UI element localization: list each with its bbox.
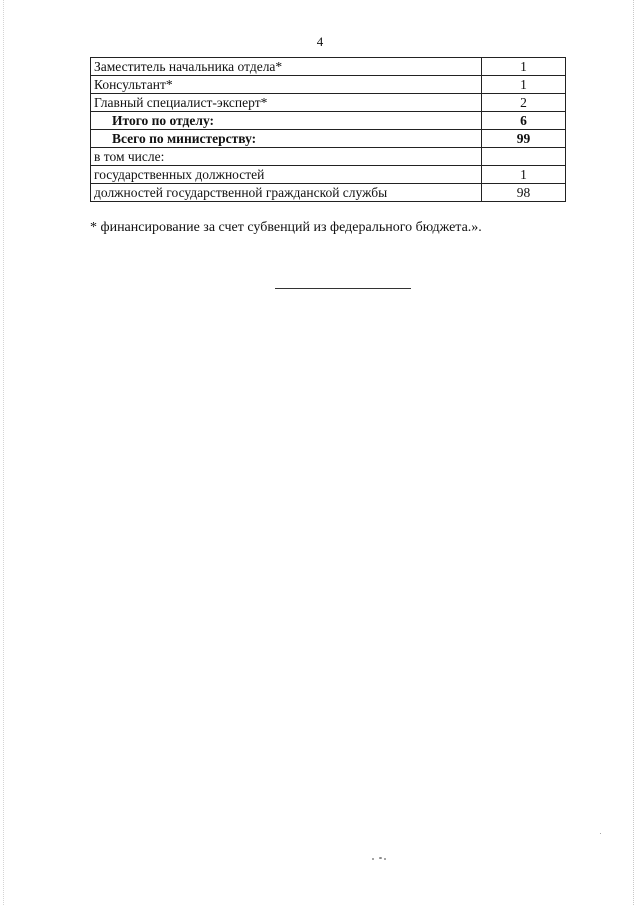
table-row-ministry-total [91, 130, 566, 148]
row-count: 6 [482, 112, 566, 130]
table-row [91, 184, 566, 202]
row-count: 1 [482, 166, 566, 184]
table-row [91, 76, 566, 94]
row-label: Главный специалист-эксперт* [91, 94, 482, 112]
row-count: 1 [482, 76, 566, 94]
row-label: должностей государственной гражданской службы [91, 184, 482, 202]
row-label: Заместитель начальника отдела* [91, 58, 482, 76]
row-label: государственных должностей [91, 166, 482, 184]
row-count [482, 148, 566, 166]
table-row [91, 94, 566, 112]
table-row [91, 58, 566, 76]
row-count: 98 [482, 184, 566, 202]
table-row [91, 166, 566, 184]
row-count: 1 [482, 58, 566, 76]
row-label: Консультант* [91, 76, 482, 94]
scan-speck [379, 857, 382, 859]
end-rule [275, 288, 411, 289]
row-label: Всего по министерству: [91, 130, 482, 148]
table-row-department-total [91, 112, 566, 130]
scan-edge-right [633, 0, 635, 905]
row-count: 2 [482, 94, 566, 112]
scan-speck [372, 858, 374, 860]
table-row [91, 148, 566, 166]
scan-speck [384, 858, 386, 860]
footnote: * финансирование за счет субвенций из федерального бюджета.». [90, 220, 482, 235]
scan-edge-left [3, 0, 5, 905]
staff-table [90, 57, 566, 202]
row-label: в том числе: [91, 148, 482, 166]
row-label: Итого по отделу: [91, 112, 482, 130]
row-count: 99 [482, 130, 566, 148]
scan-speck [600, 833, 601, 834]
page-number: 4 [316, 34, 324, 49]
